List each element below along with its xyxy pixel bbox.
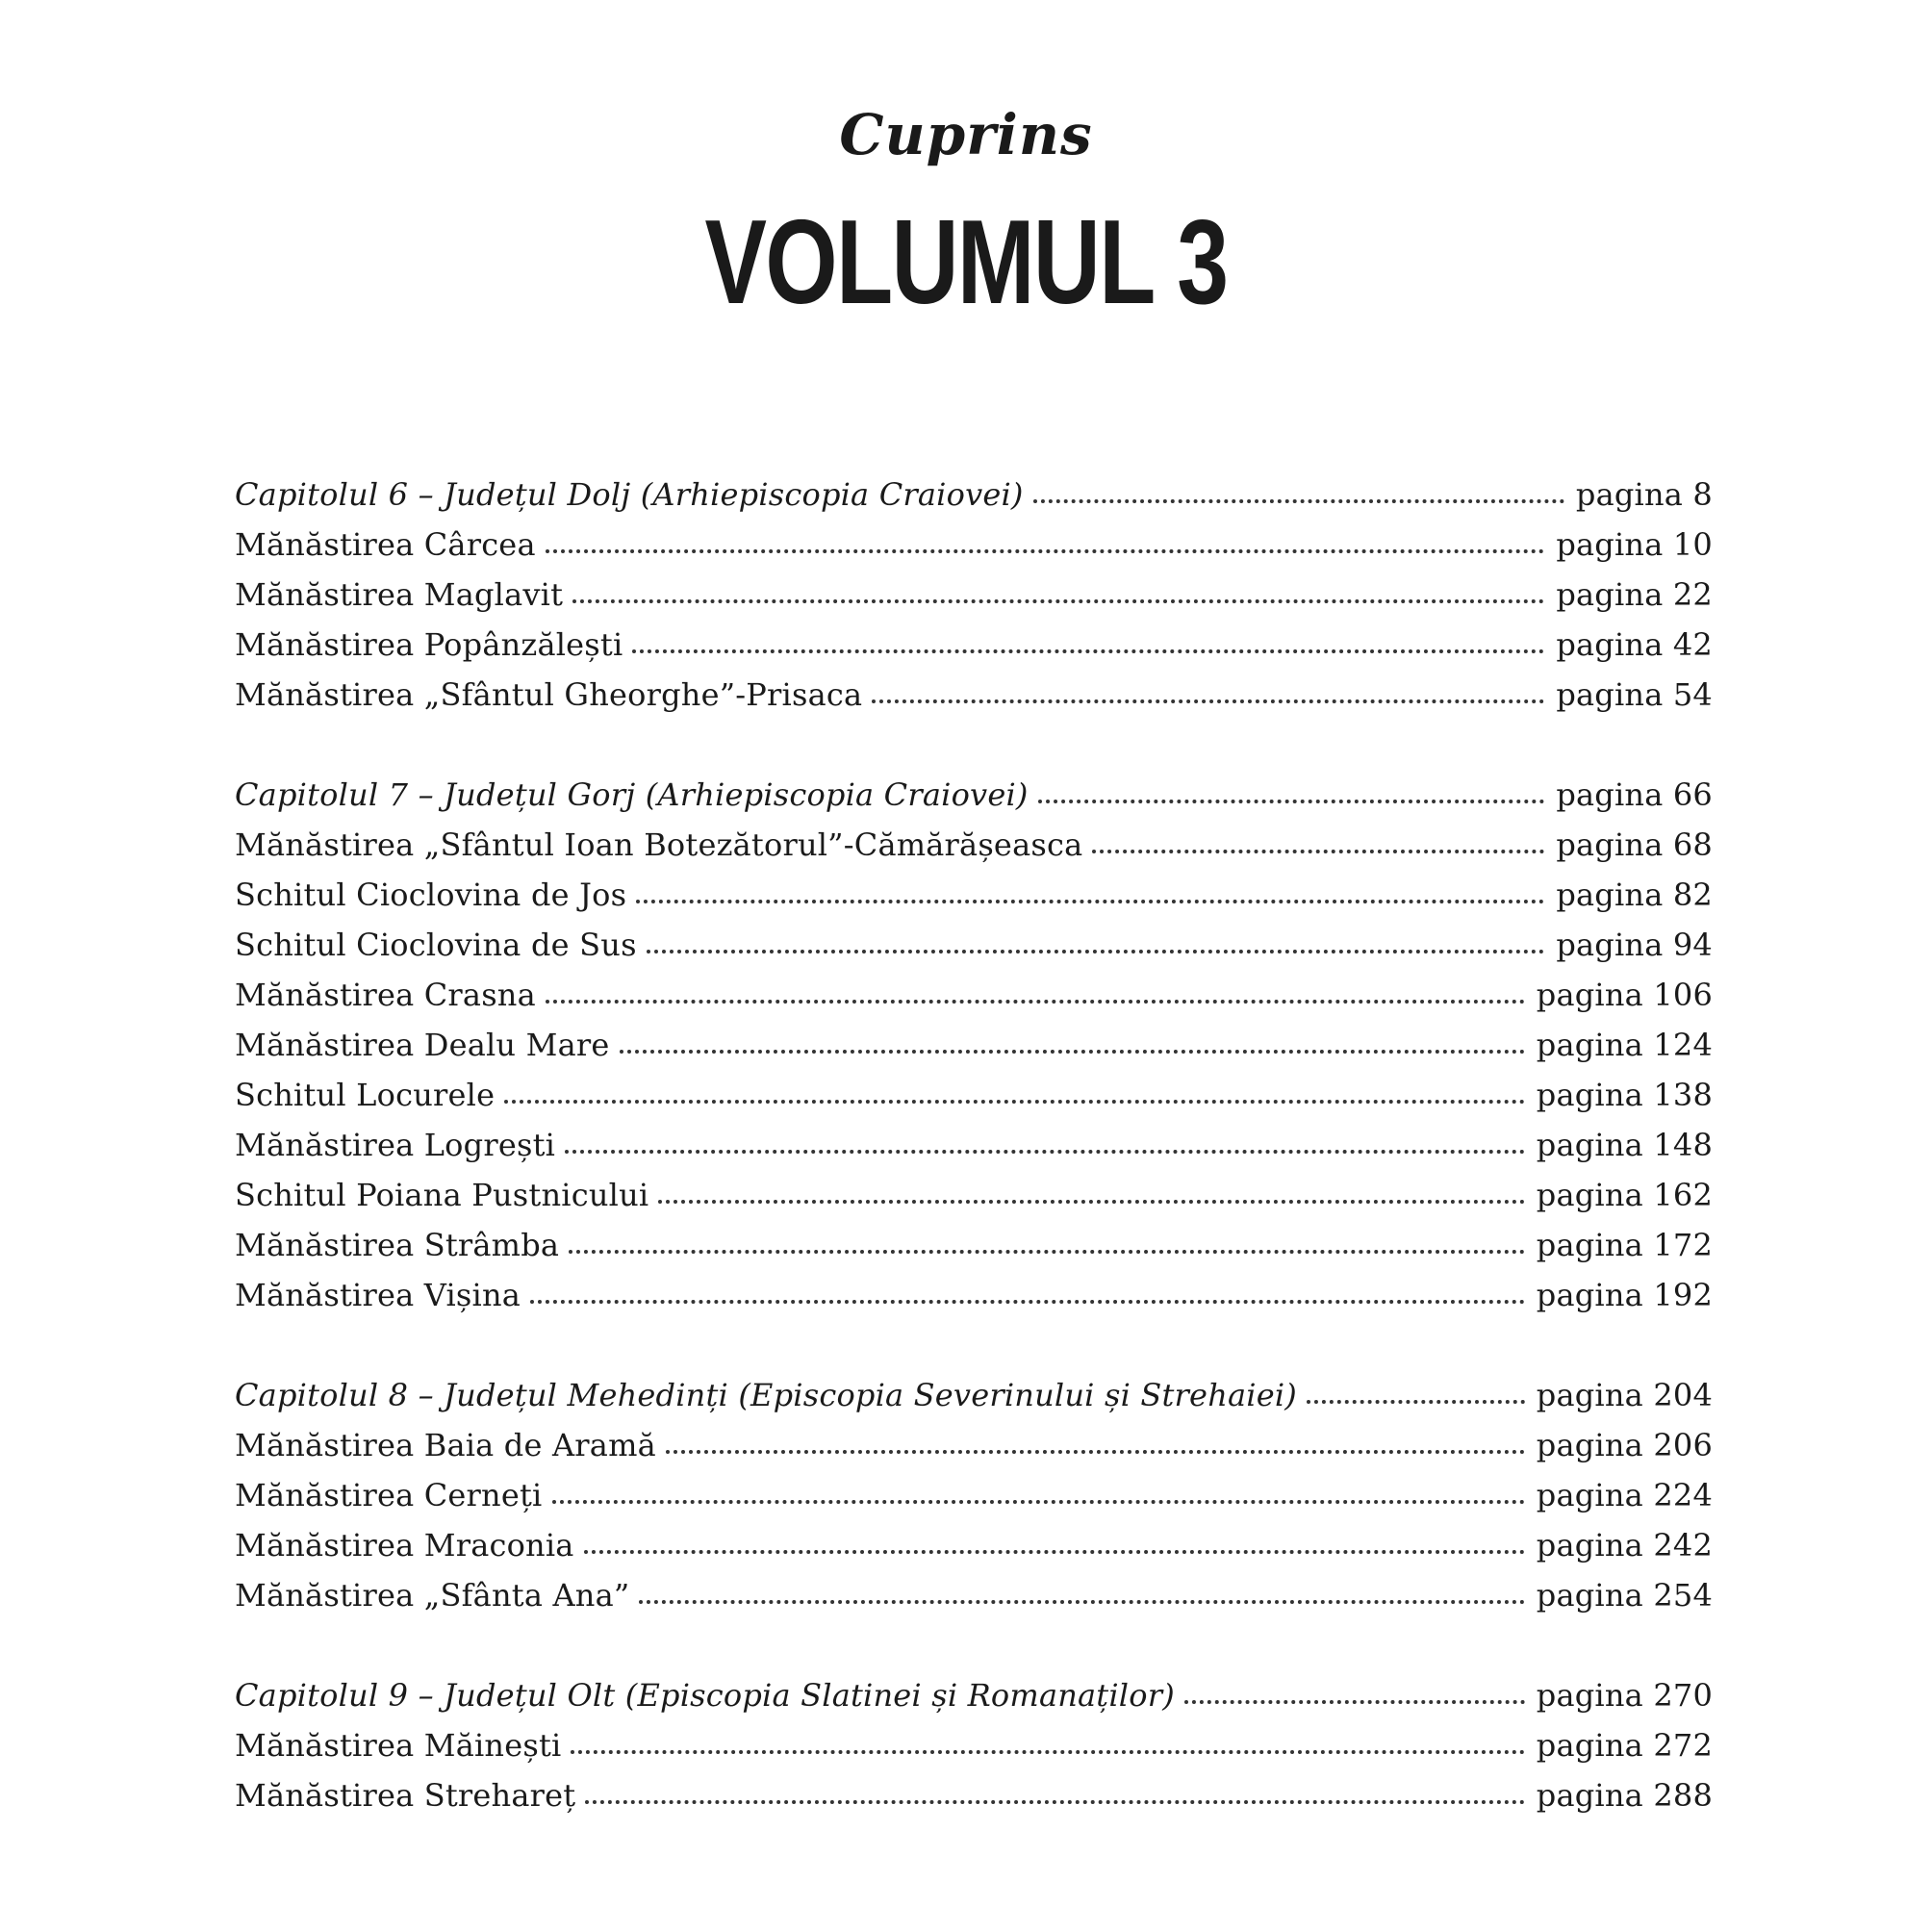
toc-entry [235,820,1713,870]
page-number: pagina 254 [1536,1577,1713,1614]
entry-title: Schitul Locurele [235,1077,496,1113]
toc-entry [235,970,1713,1020]
dot-leader [552,1500,1525,1504]
toc-section-chapter-7 [235,770,1713,1320]
toc-entry [235,1020,1713,1070]
dot-leader [647,950,1545,953]
entry-title: Mănăstirea Cârcea [235,526,536,563]
entry-title: Mănăstirea Maglavit [235,576,564,613]
page-number: pagina 172 [1536,1227,1713,1263]
page-number: pagina 124 [1536,1027,1713,1063]
chapter-title: Capitolul 7 – Județul Gorj (Arhiepiscopia Craiovei) [235,776,1029,813]
page-subtitle: Cuprins [839,102,1093,167]
toc-entry [235,1570,1713,1620]
page-number: pagina 68 [1556,826,1713,863]
toc-section-chapter-9 [235,1670,1713,1820]
entry-title: Schitul Cioclovina de Sus [235,927,637,963]
page-number: pagina 10 [1556,526,1713,563]
entry-title: Mănăstirea Popânzălești [235,626,623,663]
chapter-title: Capitolul 8 – Județul Mehedinți (Episcopia Severinului și Strehaiei) [235,1377,1297,1413]
dot-leader [565,1150,1525,1154]
page-number: pagina 272 [1536,1727,1713,1764]
page-number: pagina 162 [1536,1177,1713,1213]
dot-leader [572,599,1544,603]
toc-entry [235,1470,1713,1520]
toc-chapter-entry [235,1370,1713,1420]
toc-entry [235,670,1713,720]
toc-entry [235,1070,1713,1120]
chapter-title: Capitolul 6 – Județul Dolj (Arhiepiscopia Craiovei) [235,476,1024,513]
entry-title: Mănăstirea „Sfântul Ioan Botezătorul”-Cămărășeasca [235,826,1083,863]
dot-leader [1038,800,1545,803]
entry-title: Mănăstirea Strehareț [235,1777,576,1814]
toc-entry [235,620,1713,670]
entry-title: Mănăstirea Strâmba [235,1227,560,1263]
toc-entry [235,1170,1713,1220]
dot-leader [569,1250,1525,1254]
entry-title: Mănăstirea „Sfânta Ana” [235,1577,630,1614]
entry-title: Mănăstirea Baia de Aramă [235,1427,656,1463]
dot-leader [636,900,1544,903]
page-number: pagina 94 [1556,927,1713,963]
toc-entry [235,870,1713,920]
toc-entry [235,1520,1713,1570]
dot-leader [1033,499,1564,503]
page-number: pagina 54 [1556,676,1713,713]
entry-title: Schitul Cioclovina de Jos [235,877,627,913]
page-number: pagina 242 [1536,1527,1713,1563]
entry-title: Schitul Poiana Pustnicului [235,1177,649,1213]
dot-leader [1307,1400,1525,1404]
dot-leader [632,649,1544,653]
dot-leader [1092,850,1544,853]
entry-title: Mănăstirea „Sfântul Gheorghe”-Prisaca [235,676,863,713]
page-number: pagina 288 [1536,1777,1713,1814]
entry-title: Mănăstirea Mraconia [235,1527,574,1563]
page-title: VOLUMUL 3 [704,196,1228,329]
dot-leader [584,1550,1525,1554]
toc-chapter-entry [235,770,1713,820]
dot-leader [585,1800,1524,1804]
page-number: pagina 204 [1536,1377,1713,1413]
page-number: pagina 42 [1556,626,1713,663]
dot-leader [639,1600,1524,1604]
toc-entry [235,520,1713,570]
toc-entry [235,1270,1713,1320]
dot-leader [530,1300,1525,1304]
toc-chapter-entry [235,1670,1713,1720]
toc-entry [235,1770,1713,1820]
dot-leader [666,1450,1525,1454]
dot-leader [620,1050,1525,1054]
dot-leader [504,1100,1525,1104]
toc-entry [235,570,1713,620]
dot-leader [546,549,1545,553]
dot-leader [546,1000,1525,1004]
page-number: pagina 148 [1536,1127,1713,1163]
entry-title: Mănăstirea Măinești [235,1727,562,1764]
chapter-title: Capitolul 9 – Județul Olt (Episcopia Slatinei și Romanaților) [235,1677,1175,1714]
toc-entry [235,1720,1713,1770]
entry-title: Mănăstirea Crasna [235,977,536,1013]
entry-title: Mănăstirea Vișina [235,1277,521,1313]
toc-entry [235,1120,1713,1170]
page-number: pagina 106 [1536,977,1713,1013]
toc-entry [235,920,1713,970]
dot-leader [658,1200,1524,1204]
page-number: pagina 8 [1575,476,1713,513]
dot-leader [571,1750,1524,1754]
page-number: pagina 192 [1536,1277,1713,1313]
entry-title: Mănăstirea Logrești [235,1127,556,1163]
toc-entry [235,1420,1713,1470]
page-number: pagina 22 [1556,576,1713,613]
page-number: pagina 82 [1556,877,1713,913]
dot-leader [872,699,1544,703]
toc-section-chapter-8 [235,1370,1713,1620]
page-number: pagina 224 [1536,1477,1713,1513]
page-number: pagina 206 [1536,1427,1713,1463]
toc-chapter-entry [235,470,1713,520]
toc-entry [235,1220,1713,1270]
table-of-contents [235,470,1713,1870]
page-number: pagina 138 [1536,1077,1713,1113]
entry-title: Mănăstirea Cerneți [235,1477,543,1513]
dot-leader [1184,1700,1525,1704]
page-number: pagina 270 [1536,1677,1713,1714]
entry-title: Mănăstirea Dealu Mare [235,1027,610,1063]
page-number: pagina 66 [1556,776,1713,813]
toc-section-chapter-6 [235,470,1713,720]
